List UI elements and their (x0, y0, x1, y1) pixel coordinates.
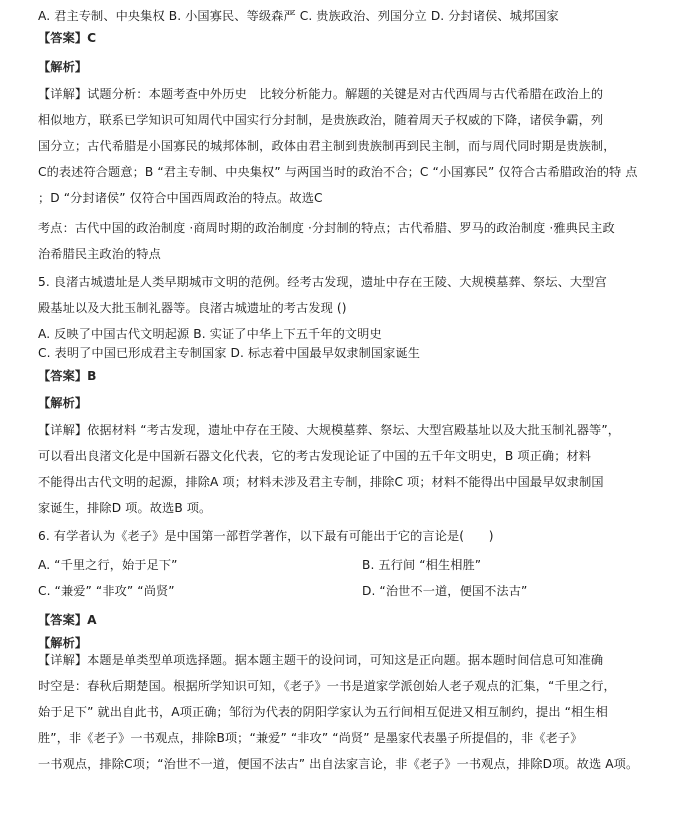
q4-analysis-heading: 【解析】 (38, 60, 88, 74)
q6-stem: 6. 有学者认为《老子》是中国第一部哲学著作，以下最有可能出于它的言论是( ) (38, 529, 494, 543)
q6-answer: 【答案】A (38, 613, 97, 627)
q4-answer: 【答案】C (38, 31, 97, 45)
q6-explanation-line: 一书观点，排除C项；“治世不一道，便国不法古” 出自法家言论，非《老子》一书观点，排除D项。故选 A项。 (38, 757, 639, 771)
q4-explanation-line: ；D “分封诸侯” 仅符合中国西周政治的特点。故选C (38, 191, 323, 205)
q6-options-row (38, 582, 528, 600)
q5-explanation-line: 【详解】依据材料 “考古发现，遗址中存在王陵、大规模墓葬、祭坛、大型宫殿基址以及大批玉制礼器等”， (38, 423, 621, 437)
q4-topic-line: 治希腊民主政治的特点 (38, 247, 161, 261)
q6-option-a: A. “千里之行，始于足下” (38, 558, 178, 572)
q6-explanation-line: 始于足下” 就出自此书，A项正确；邹衍为代表的阴阳学家认为五行间相互促进又相互制约，提出 “相生相 (38, 705, 608, 719)
q5-stem-line: 殿基址以及大批玉制礼器等。良渚古城遗址的考古发现 () (38, 301, 347, 315)
q6-option-b: B. 五行间 “相生相胜” (362, 558, 482, 572)
q6-explanation-line: 胜”，非《老子》一书观点，排除B项；“兼爱” “非攻” “尚贤” 是墨家代表墨子所提倡的，非《老子》 (38, 731, 583, 745)
q5-explanation-line: 不能得出古代文明的起源，排除A 项；材料未涉及君主专制，排除C 项；材料不能得出中国最早奴隶制国 (38, 475, 604, 489)
q5-options-line: C. 表明了中国已形成君主专制国家 D. 标志着中国最早奴隶制国家诞生 (38, 346, 421, 360)
q5-answer: 【答案】B (38, 369, 97, 383)
q6-analysis-heading: 【解析】 (38, 636, 88, 650)
q6-option-d: D. “治世不一道，便国不法古” (362, 584, 528, 598)
q4-topic-line: 考点：古代中国的政治制度 ·商周时期的政治制度 ·分封制的特点；古代希腊、罗马的政治制度 ·雅典民主政 (38, 221, 615, 235)
q5-analysis-heading: 【解析】 (38, 396, 88, 410)
q6-options-row (38, 556, 482, 574)
q4-explanation-line: 相似地方，联系已学知识可知周代中国实行分封制，是贵族政治，随着周天子权威的下降，诸侯争霸，列 (38, 113, 604, 127)
q4-explanation-line: 国分立；古代希腊是小国寡民的城邦体制，政体由君主制到贵族制再到民主制，而与周代同时期是贵族制， (38, 139, 616, 153)
q5-options-line: A. 反映了中国古代文明起源 B. 实证了中华上下五千年的文明史 (38, 327, 382, 341)
q4-options: A. 君主专制、中央集权 B. 小国寡民、等级森严 C. 贵族政治、列国分立 D. 分封诸侯、城邦国家 (38, 9, 559, 23)
q5-explanation-line: 可以看出良渚文化是中国新石器文化代表，它的考古发现论证了中国的五千年文明史，B 项正确；材料 (38, 449, 592, 463)
q6-explanation-line: 【详解】本题是单类型单项选择题。据本题主题干的设问词，可知这是正向题。据本题时间信息可知准确 (38, 653, 604, 667)
q6-option-c: C. “兼爱” “非攻” “尚贤” (38, 584, 175, 598)
q6-explanation-line: 时空是：春秋后期楚国。根据所学知识可知，《老子》一书是道家学派创始人老子观点的汇集，“千里之行， (38, 679, 616, 693)
q4-explanation-line: C的表述符合题意；B “君主专制、中央集权” 与两国当时的政治不合；C “小国寡民” 仅符合古希腊政治的特 点 (38, 165, 638, 179)
q4-explanation-line: 【详解】试题分析：本题考查中外历史 比较分析能力。解题的关键是对古代西周与古代希腊在政治上的 (38, 87, 604, 101)
q5-stem-line: 5. 良渚古城遗址是人类早期城市文明的范例。经考古发现，遗址中存在王陵、大规模墓葬、祭坛、大型宫 (38, 275, 607, 289)
q5-explanation-line: 家诞生，排除D 项。故选B 项。 (38, 501, 212, 515)
